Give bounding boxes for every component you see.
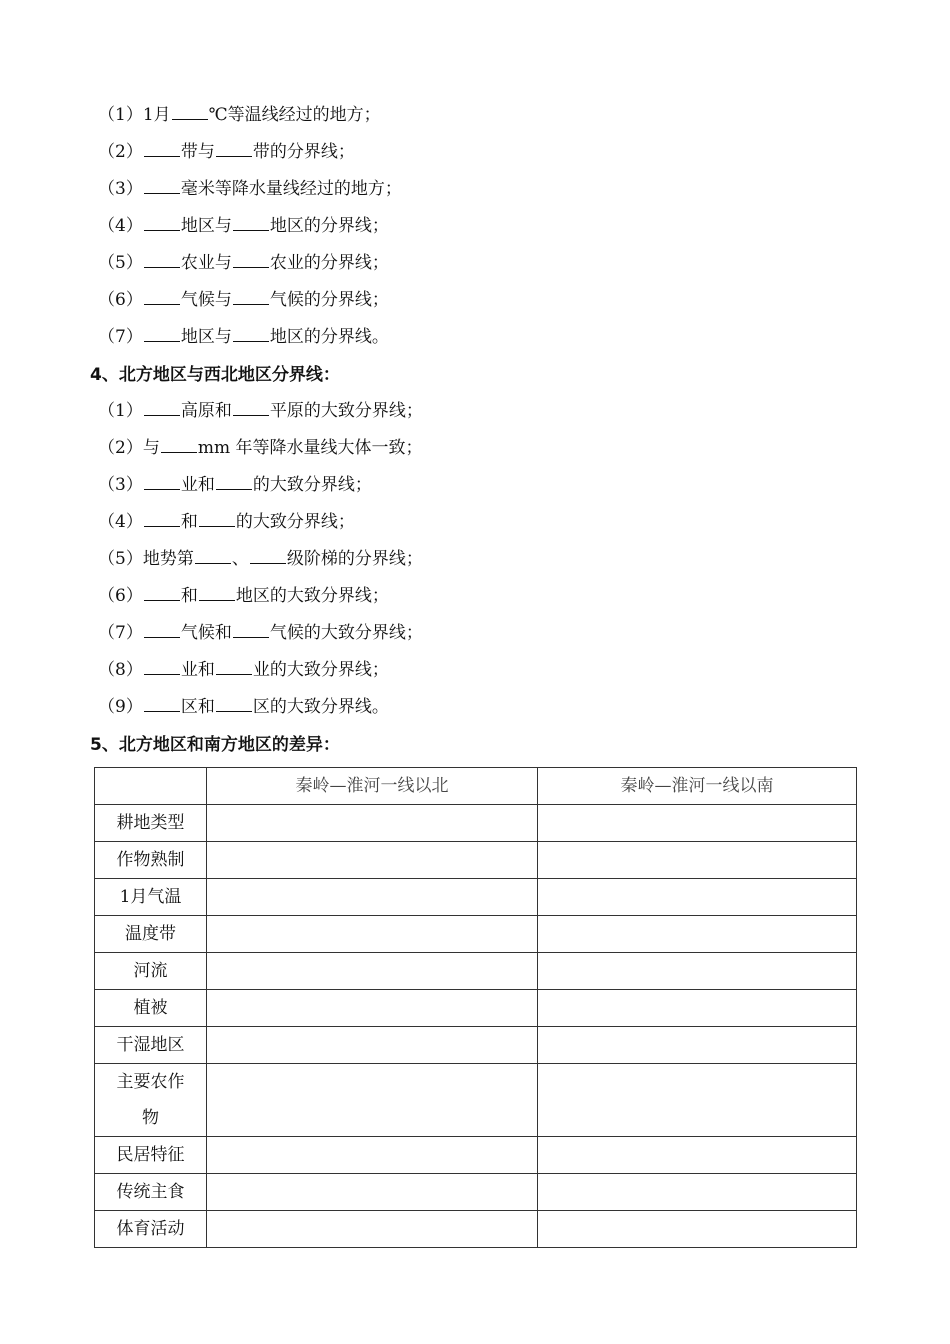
- line-text: （7）: [98, 623, 143, 643]
- row-label: 耕地类型: [95, 805, 207, 842]
- section-3-item: [98, 100, 381, 130]
- fill-in-blank[interactable]: [216, 656, 252, 675]
- answer-cell[interactable]: [538, 916, 857, 953]
- line-text: （7）: [98, 327, 143, 347]
- section-3-item: [98, 285, 389, 315]
- fill-in-blank[interactable]: [216, 693, 252, 712]
- fill-in-blank[interactable]: [144, 212, 180, 231]
- line-text: ℃等温线经过的地方；: [208, 105, 381, 125]
- line-text: （5）: [98, 253, 143, 273]
- line-text: 、: [231, 549, 249, 569]
- line-text: 气候的大致分界线；: [269, 623, 423, 643]
- fill-in-blank[interactable]: [233, 286, 269, 305]
- answer-cell[interactable]: [207, 805, 538, 842]
- line-text: （8）: [98, 660, 143, 680]
- line-text: （6）: [98, 586, 143, 606]
- row-label: 传统主食: [95, 1174, 207, 1211]
- section-3-item: [98, 322, 389, 352]
- line-text: 业和: [180, 475, 215, 495]
- row-label: 植被: [95, 990, 207, 1027]
- fill-in-blank[interactable]: [144, 693, 180, 712]
- fill-in-blank[interactable]: [144, 175, 180, 194]
- row-label: 体育活动: [95, 1211, 207, 1248]
- fill-in-blank[interactable]: [216, 471, 252, 490]
- line-text: 高原和: [180, 401, 232, 421]
- line-text: （4）: [98, 512, 143, 532]
- fill-in-blank[interactable]: [144, 508, 180, 527]
- line-text: （2）与: [98, 438, 160, 458]
- answer-cell[interactable]: [207, 1174, 538, 1211]
- table-row: [95, 1137, 857, 1174]
- answer-cell[interactable]: [207, 916, 538, 953]
- line-text: 地区与: [180, 327, 232, 347]
- line-text: 带与: [180, 142, 215, 162]
- table-header-cell: 秦岭—淮河一线以南: [538, 768, 857, 805]
- answer-cell[interactable]: [207, 1064, 538, 1137]
- line-text: （6）: [98, 290, 143, 310]
- section-3-item: [98, 137, 355, 167]
- row-label: 作物熟制: [95, 842, 207, 879]
- table-row: [95, 1211, 857, 1248]
- table-row: [95, 1027, 857, 1064]
- north-south-difference-table: [94, 767, 857, 1248]
- section-5-heading: 5、北方地区和南方地区的差异：: [90, 735, 340, 755]
- section-4-item: [98, 544, 423, 574]
- line-text: 带的分界线；: [252, 142, 355, 162]
- row-label: 民居特征: [95, 1137, 207, 1174]
- line-text: （9）: [98, 697, 143, 717]
- line-text: 业和: [180, 660, 215, 680]
- line-text: 地区与: [180, 216, 232, 236]
- row-label: 干湿地区: [95, 1027, 207, 1064]
- fill-in-blank[interactable]: [144, 397, 180, 416]
- fill-in-blank[interactable]: [144, 656, 180, 675]
- line-text: 农业的分界线；: [269, 253, 389, 273]
- line-text: 区的大致分界线。: [252, 697, 389, 717]
- table-row: [95, 1064, 857, 1137]
- answer-cell[interactable]: [207, 953, 538, 990]
- answer-cell[interactable]: [207, 1027, 538, 1064]
- fill-in-blank[interactable]: [199, 582, 235, 601]
- fill-in-blank[interactable]: [233, 212, 269, 231]
- section-3-item: [98, 211, 389, 241]
- row-label: 温度带: [95, 916, 207, 953]
- table-row: [95, 1174, 857, 1211]
- table-row: [95, 916, 857, 953]
- answer-cell[interactable]: [207, 879, 538, 916]
- section-3-item: [98, 174, 402, 204]
- table-row: [95, 842, 857, 879]
- table-row: [95, 990, 857, 1027]
- line-text: mm 年等降水量线大体一致；: [197, 438, 423, 458]
- line-text: （5）地势第: [98, 549, 194, 569]
- table-row: [95, 879, 857, 916]
- answer-cell[interactable]: [538, 990, 857, 1027]
- answer-cell[interactable]: [207, 1137, 538, 1174]
- section-4-item: [98, 433, 422, 463]
- answer-cell[interactable]: [538, 953, 857, 990]
- fill-in-blank[interactable]: [233, 249, 269, 268]
- row-label: 主要农作物: [95, 1064, 207, 1137]
- line-text: 地区的分界线；: [269, 216, 389, 236]
- line-text: （3）: [98, 179, 143, 199]
- row-label: 1月气温: [95, 879, 207, 916]
- fill-in-blank[interactable]: [161, 434, 197, 453]
- line-text: 业的大致分界线；: [252, 660, 389, 680]
- table-row: [95, 805, 857, 842]
- answer-cell[interactable]: [538, 805, 857, 842]
- line-text: 平原的大致分界线；: [269, 401, 423, 421]
- answer-cell[interactable]: [207, 842, 538, 879]
- section-4-item: [98, 655, 389, 685]
- section-4-item: [98, 581, 389, 611]
- fill-in-blank[interactable]: [233, 323, 269, 342]
- table-header-cell: 秦岭—淮河一线以北: [207, 768, 538, 805]
- section-4-item: [98, 470, 372, 500]
- answer-cell[interactable]: [207, 990, 538, 1027]
- row-label: 河流: [95, 953, 207, 990]
- line-text: 地区的大致分界线；: [235, 586, 389, 606]
- fill-in-blank[interactable]: [144, 138, 180, 157]
- fill-in-blank[interactable]: [250, 545, 286, 564]
- fill-in-blank[interactable]: [144, 286, 180, 305]
- line-text: 的大致分界线；: [252, 475, 372, 495]
- line-text: （1）: [98, 401, 143, 421]
- line-text: （1）1月: [98, 105, 171, 125]
- fill-in-blank[interactable]: [144, 471, 180, 490]
- section-3-item: [98, 248, 389, 278]
- answer-cell[interactable]: [538, 1211, 857, 1248]
- answer-cell[interactable]: [538, 879, 857, 916]
- section-4-item: [98, 396, 423, 426]
- answer-cell[interactable]: [538, 1174, 857, 1211]
- answer-cell[interactable]: [538, 842, 857, 879]
- answer-cell[interactable]: [538, 1027, 857, 1064]
- line-text: 地区的分界线。: [269, 327, 389, 347]
- section-4-item: [98, 618, 423, 648]
- fill-in-blank[interactable]: [195, 545, 231, 564]
- line-text: 气候的分界线；: [269, 290, 389, 310]
- table-header-cell: [95, 768, 207, 805]
- table-header-row: [95, 768, 857, 805]
- line-text: 和: [180, 586, 198, 606]
- section-4-item: [98, 507, 355, 537]
- line-text: 气候与: [180, 290, 232, 310]
- answer-cell[interactable]: [207, 1211, 538, 1248]
- line-text: 的大致分界线；: [235, 512, 355, 532]
- table-row: [95, 953, 857, 990]
- line-text: 级阶梯的分界线；: [286, 549, 423, 569]
- line-text: 毫米等降水量线经过的地方；: [180, 179, 402, 199]
- fill-in-blank[interactable]: [199, 508, 235, 527]
- section-4-item: [98, 692, 389, 722]
- line-text: （3）: [98, 475, 143, 495]
- line-text: （4）: [98, 216, 143, 236]
- line-text: 和: [180, 512, 198, 532]
- line-text: 区和: [180, 697, 215, 717]
- fill-in-blank[interactable]: [144, 619, 180, 638]
- line-text: 农业与: [180, 253, 232, 273]
- answer-cell[interactable]: [538, 1137, 857, 1174]
- fill-in-blank[interactable]: [233, 397, 269, 416]
- fill-in-blank[interactable]: [144, 323, 180, 342]
- fill-in-blank[interactable]: [172, 101, 208, 120]
- section-4-heading: 4、北方地区与西北地区分界线：: [90, 365, 340, 385]
- answer-cell[interactable]: [538, 1064, 857, 1137]
- line-text: （2）: [98, 142, 143, 162]
- fill-in-blank[interactable]: [144, 249, 180, 268]
- fill-in-blank[interactable]: [144, 582, 180, 601]
- fill-in-blank[interactable]: [216, 138, 252, 157]
- fill-in-blank[interactable]: [233, 619, 269, 638]
- line-text: 气候和: [180, 623, 232, 643]
